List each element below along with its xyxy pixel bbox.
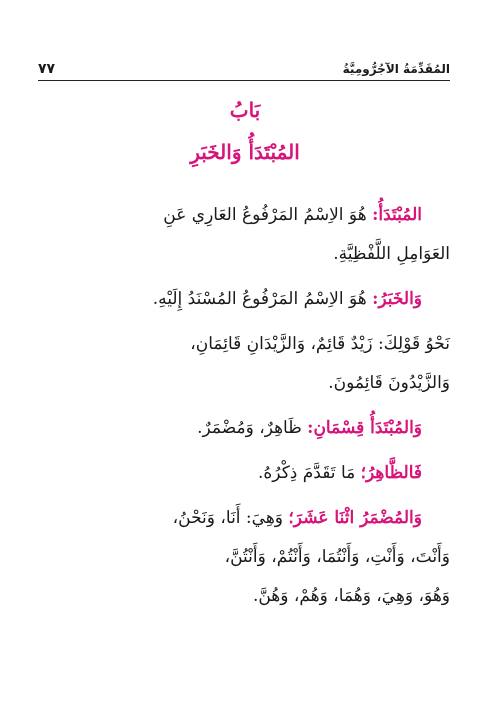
paragraph-mudmar (38, 499, 450, 616)
text-line: نَحْوُ قَوْلِكَ: زَيْدٌ قَائِمٌ، وَالزَّيْدَانِ قَائِمَانِ، (190, 334, 450, 354)
definition-text: مَا تَقَدَّمَ ذِكْرُهُ. (258, 463, 356, 483)
text-line (38, 454, 422, 493)
page-number: ٧٧ (38, 61, 56, 77)
text-line: وَهُوَ، وَهِيَ، وَهُمَا، وَهُمْ، وَهُنَّ. (252, 586, 450, 606)
definition-text: ظَاهِرٌ، وَمُضْمَرٌ. (197, 418, 302, 438)
text-line (38, 196, 422, 235)
chapter-subtitle: المُبْتَدَأُ وَالخَبَرِ (190, 140, 300, 164)
text-line (38, 280, 422, 319)
text-line (38, 409, 422, 448)
definition-text: وَهِيَ: أَنَا، وَنَحْنُ، (172, 508, 283, 528)
text-line: العَوَامِلِ اللَّفْظِيَّةِ. (333, 244, 450, 264)
term-khabar: وَالخَبَرُ: (372, 289, 422, 309)
paragraph-zahir (38, 454, 450, 493)
definition-text: هُوَ الاِسْمُ المَرْفُوعُ المُسْنَدُ إِلَيْهِ. (152, 289, 367, 309)
page-header (38, 52, 450, 81)
chapter-title: بَابُ (229, 98, 261, 122)
paragraph-mubtada-definition (38, 196, 450, 274)
running-title: المُقَدِّمَةُ الآجُرُّومِيَّةُ (342, 62, 450, 76)
definition-text: هُوَ الاِسْمُ المَرْفُوعُ العَارِي عَنِ (163, 205, 367, 225)
paragraph-mubtada-types (38, 409, 450, 448)
term-zahir: فَالظَّاهِرُ؛ (360, 463, 422, 483)
body-text (38, 196, 450, 622)
paragraph-example (38, 325, 450, 403)
term-mudmar: وَالمُضْمَرُ اثْنَا عَشَرَ؛ (288, 508, 422, 528)
text-line (38, 499, 422, 538)
text-line: وَأَنْتَ، وَأَنْتِ، وَأَنْتُمَا، وَأَنْتُمْ، وَأَنْتُنَّ، (224, 547, 450, 567)
text-line: وَالزَّيْدُونَ قَائِمُونَ. (328, 373, 450, 393)
paragraph-khabar-definition (38, 280, 450, 319)
term-mubtada: المُبْتَدَأُ: (372, 205, 422, 225)
term-mubtada-types: وَالمُبْتَدَأُ قِسْمَانِ: (307, 418, 422, 438)
